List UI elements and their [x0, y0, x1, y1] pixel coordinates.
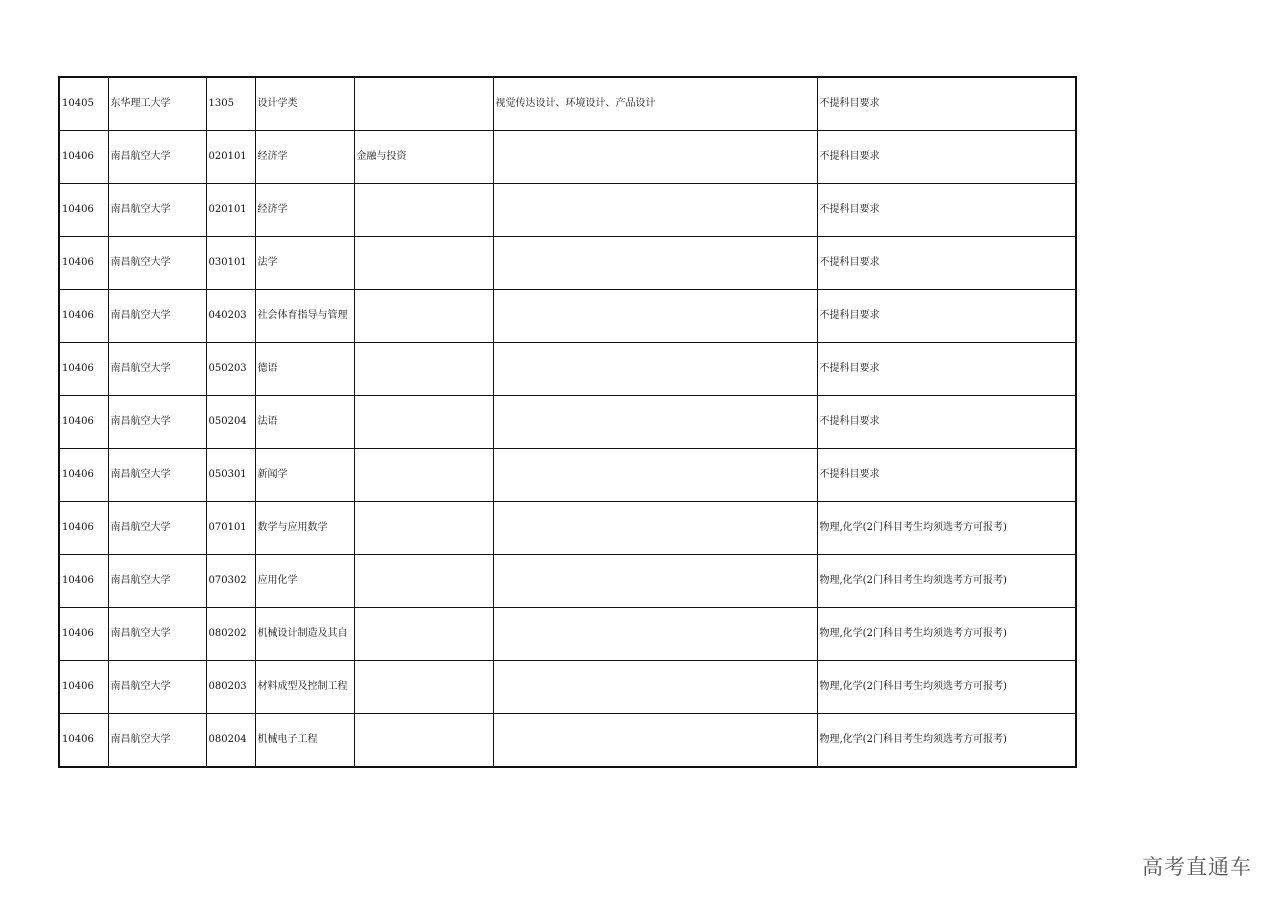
school-code-cell: 10406 — [59, 449, 108, 502]
school-name-cell: 南昌航空大学 — [108, 714, 206, 768]
table-row — [59, 608, 1076, 661]
school-name-cell: 南昌航空大学 — [108, 343, 206, 396]
subject-requirement-cell: 不提科目要求 — [817, 77, 1076, 131]
major-name-cell: 新闻学 — [255, 449, 354, 502]
school-name-cell: 南昌航空大学 — [108, 555, 206, 608]
major-name-cell: 经济学 — [255, 184, 354, 237]
major-name-cell: 机械电子工程 — [255, 714, 354, 768]
table-row — [59, 449, 1076, 502]
direction-cell: 金融与投资 — [354, 131, 493, 184]
school-code-cell: 10406 — [59, 396, 108, 449]
table-body — [59, 77, 1076, 767]
included-majors-cell — [493, 714, 817, 768]
school-code-cell: 10406 — [59, 661, 108, 714]
school-name-cell: 南昌航空大学 — [108, 661, 206, 714]
direction-cell — [354, 184, 493, 237]
direction-cell — [354, 396, 493, 449]
major-name-cell: 德语 — [255, 343, 354, 396]
direction-cell — [354, 502, 493, 555]
school-code-cell: 10406 — [59, 555, 108, 608]
school-name-cell: 南昌航空大学 — [108, 290, 206, 343]
included-majors-cell — [493, 343, 817, 396]
school-code-cell: 10406 — [59, 502, 108, 555]
school-name-cell: 南昌航空大学 — [108, 502, 206, 555]
direction-cell — [354, 290, 493, 343]
major-code-cell: 080203 — [206, 661, 255, 714]
included-majors-cell — [493, 237, 817, 290]
table-row — [59, 184, 1076, 237]
direction-cell — [354, 449, 493, 502]
direction-cell — [354, 555, 493, 608]
table-row — [59, 502, 1076, 555]
major-name-cell: 数学与应用数学 — [255, 502, 354, 555]
requirements-table — [58, 76, 1077, 768]
major-code-cell: 1305 — [206, 77, 255, 131]
school-code-cell: 10405 — [59, 77, 108, 131]
school-code-cell: 10406 — [59, 237, 108, 290]
school-name-cell: 南昌航空大学 — [108, 449, 206, 502]
major-code-cell: 070101 — [206, 502, 255, 555]
included-majors-cell — [493, 131, 817, 184]
included-majors-cell — [493, 608, 817, 661]
major-code-cell: 080202 — [206, 608, 255, 661]
major-code-cell: 040203 — [206, 290, 255, 343]
school-name-cell: 南昌航空大学 — [108, 184, 206, 237]
subject-requirement-cell: 不提科目要求 — [817, 396, 1076, 449]
included-majors-cell — [493, 502, 817, 555]
direction-cell — [354, 237, 493, 290]
subject-requirement-cell: 物理,化学(2门科目考生均须选考方可报考) — [817, 714, 1076, 768]
major-code-cell: 050203 — [206, 343, 255, 396]
major-code-cell: 030101 — [206, 237, 255, 290]
major-name-cell: 社会体育指导与管理 — [255, 290, 354, 343]
included-majors-cell: 视觉传达设计、环境设计、产品设计 — [493, 77, 817, 131]
subject-requirement-cell: 不提科目要求 — [817, 237, 1076, 290]
included-majors-cell — [493, 184, 817, 237]
direction-cell — [354, 661, 493, 714]
major-code-cell: 050301 — [206, 449, 255, 502]
major-name-cell: 应用化学 — [255, 555, 354, 608]
school-code-cell: 10406 — [59, 290, 108, 343]
table-row — [59, 237, 1076, 290]
major-name-cell: 机械设计制造及其自 — [255, 608, 354, 661]
major-code-cell: 070302 — [206, 555, 255, 608]
subject-requirement-cell: 不提科目要求 — [817, 343, 1076, 396]
table-row — [59, 555, 1076, 608]
table-row — [59, 131, 1076, 184]
subject-requirement-cell: 物理,化学(2门科目考生均须选考方可报考) — [817, 502, 1076, 555]
major-name-cell: 材料成型及控制工程 — [255, 661, 354, 714]
school-code-cell: 10406 — [59, 343, 108, 396]
school-code-cell: 10406 — [59, 131, 108, 184]
included-majors-cell — [493, 396, 817, 449]
school-name-cell: 南昌航空大学 — [108, 131, 206, 184]
direction-cell — [354, 77, 493, 131]
included-majors-cell — [493, 449, 817, 502]
major-code-cell: 020101 — [206, 131, 255, 184]
table-row — [59, 290, 1076, 343]
direction-cell — [354, 343, 493, 396]
school-name-cell: 东华理工大学 — [108, 77, 206, 131]
school-code-cell: 10406 — [59, 184, 108, 237]
subject-requirement-cell: 物理,化学(2门科目考生均须选考方可报考) — [817, 661, 1076, 714]
subject-requirement-cell: 不提科目要求 — [817, 449, 1076, 502]
direction-cell — [354, 608, 493, 661]
table-row — [59, 77, 1076, 131]
included-majors-cell — [493, 661, 817, 714]
subject-requirement-cell: 不提科目要求 — [817, 184, 1076, 237]
table-row — [59, 343, 1076, 396]
included-majors-cell — [493, 290, 817, 343]
major-code-cell: 050204 — [206, 396, 255, 449]
table-row — [59, 396, 1076, 449]
subject-requirement-cell: 不提科目要求 — [817, 131, 1076, 184]
subject-requirement-cell: 不提科目要求 — [817, 290, 1076, 343]
major-code-cell: 080204 — [206, 714, 255, 768]
major-name-cell: 经济学 — [255, 131, 354, 184]
major-name-cell: 设计学类 — [255, 77, 354, 131]
table-row — [59, 661, 1076, 714]
subject-requirement-cell: 物理,化学(2门科目考生均须选考方可报考) — [817, 608, 1076, 661]
school-code-cell: 10406 — [59, 608, 108, 661]
school-name-cell: 南昌航空大学 — [108, 608, 206, 661]
school-name-cell: 南昌航空大学 — [108, 396, 206, 449]
subject-requirement-cell: 物理,化学(2门科目考生均须选考方可报考) — [817, 555, 1076, 608]
watermark-text: 高考直通车 — [1142, 855, 1252, 879]
major-code-cell: 020101 — [206, 184, 255, 237]
school-name-cell: 南昌航空大学 — [108, 237, 206, 290]
major-name-cell: 法学 — [255, 237, 354, 290]
major-name-cell: 法语 — [255, 396, 354, 449]
included-majors-cell — [493, 555, 817, 608]
school-code-cell: 10406 — [59, 714, 108, 768]
direction-cell — [354, 714, 493, 768]
table-row — [59, 714, 1076, 768]
